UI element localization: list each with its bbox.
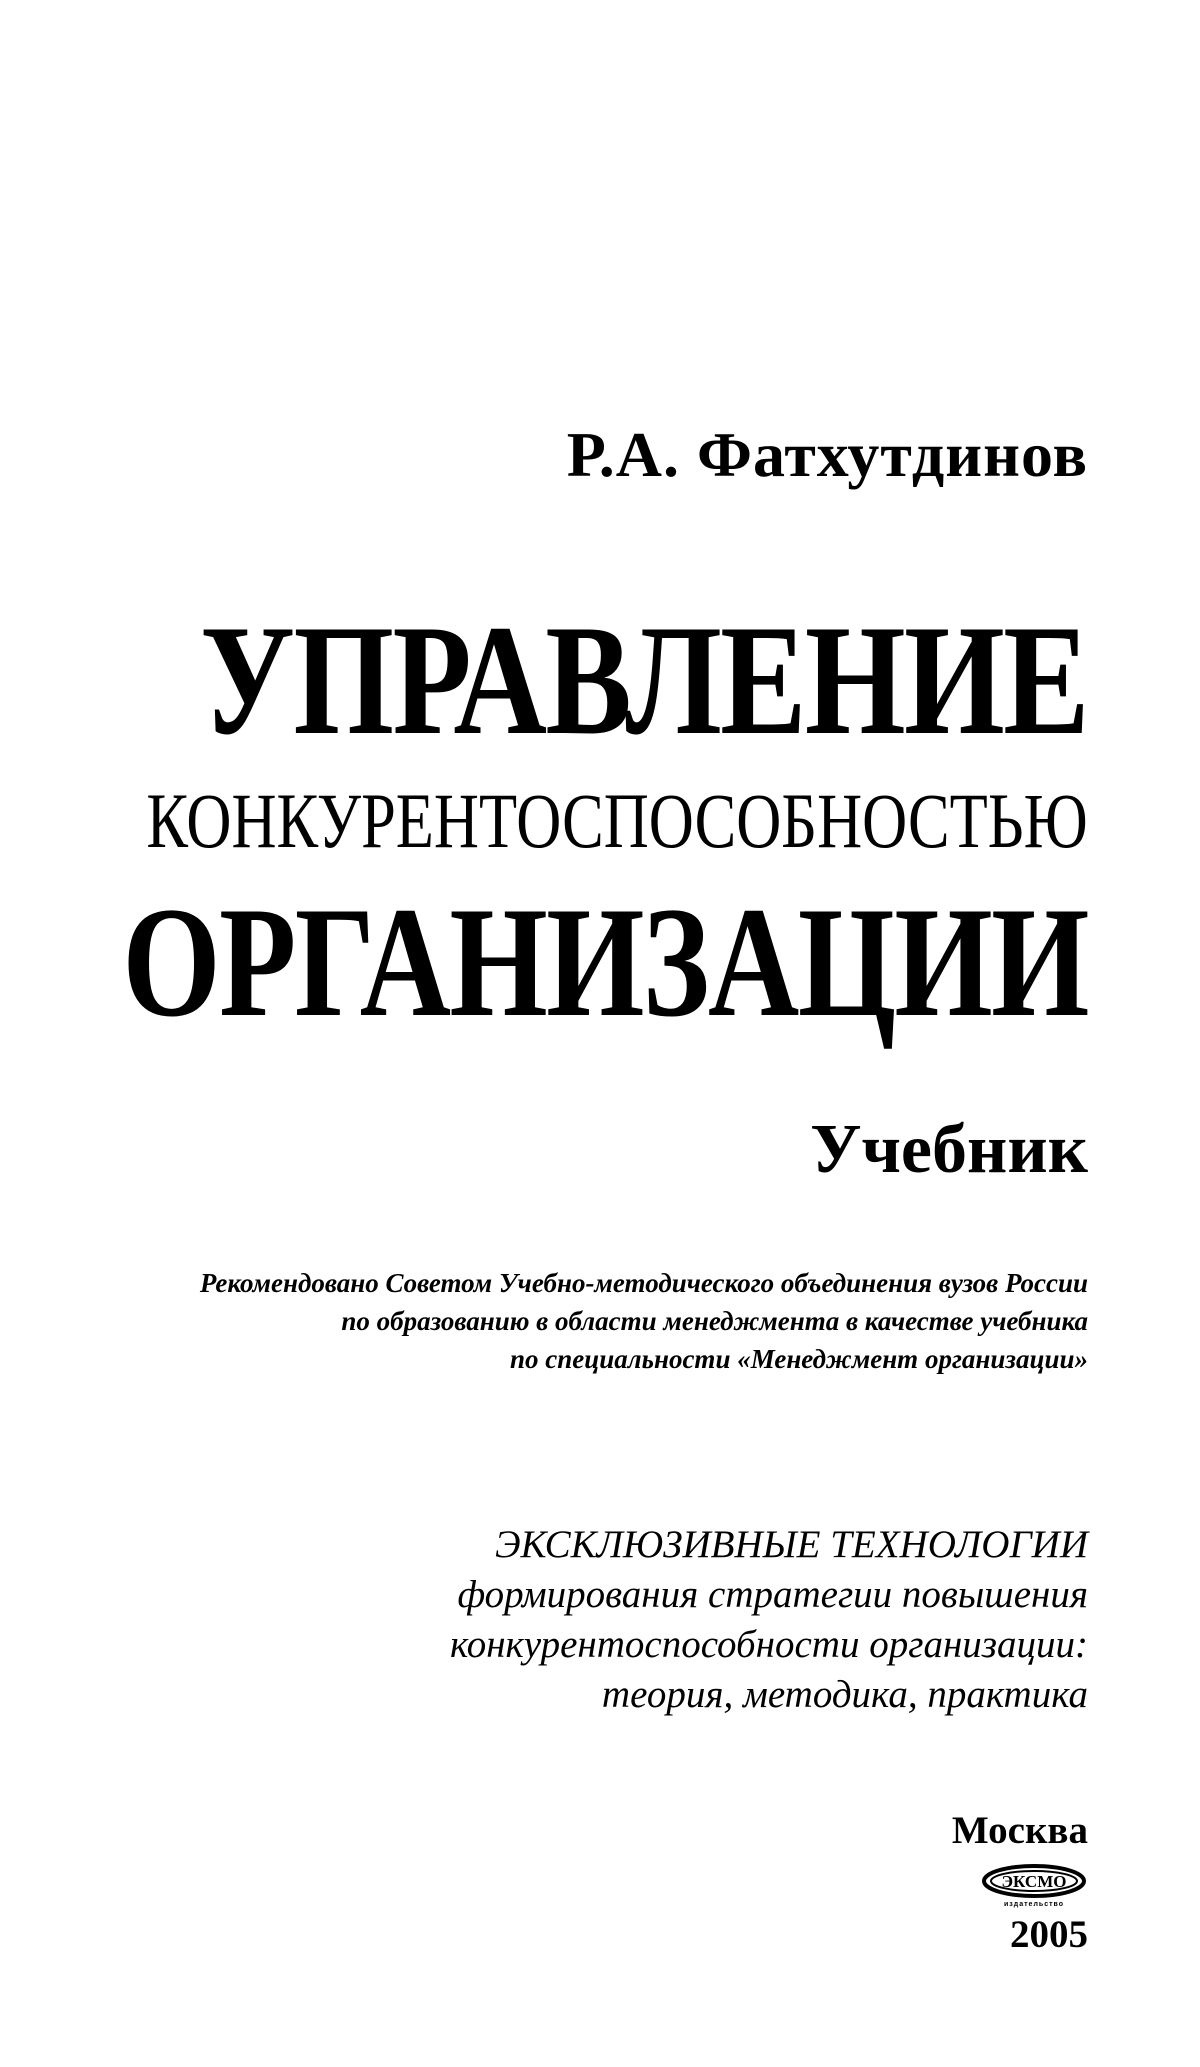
exclusive-line-2: формирования стратегии повышения (457, 1573, 1088, 1616)
recommendation-note (200, 1264, 1088, 1378)
title-line-1: УПРАВЛЕНИЕ (200, 593, 1088, 768)
recommendation-line-1: Рекомендовано Советом Учебно-методического объединения вузов России (199, 1268, 1088, 1298)
imprint-city: Москва (951, 1809, 1088, 1852)
recommendation-line-3: по специальности «Менеджмент организации» (509, 1344, 1088, 1374)
logo-text: ЭКСМО (1001, 1872, 1067, 1891)
eksmo-logo (980, 1864, 1088, 1908)
logo-caption: издательство (1004, 1901, 1064, 1908)
book-type: Учебник (810, 1111, 1088, 1188)
title-line-3: ОРГАНИЗАЦИИ (122, 875, 1088, 1050)
imprint-year: 2005 (1010, 1913, 1088, 1956)
exclusive-line-4: теория, методика, практика (601, 1673, 1088, 1716)
exclusive-line-3: конкурентоспособности организации: (449, 1623, 1088, 1666)
exclusive-line-1: ЭКСКЛЮЗИВНЫЕ ТЕХНОЛОГИИ (494, 1523, 1088, 1566)
author-name: Р.А. Фатхутдинов (566, 419, 1088, 490)
recommendation-line-2: по образованию в области менеджмента в качестве учебника (341, 1306, 1088, 1336)
title-line-2: КОНКУРЕНТОСПОСОБНОСТЬЮ (146, 777, 1088, 864)
exclusive-technologies-block (450, 1520, 1088, 1720)
